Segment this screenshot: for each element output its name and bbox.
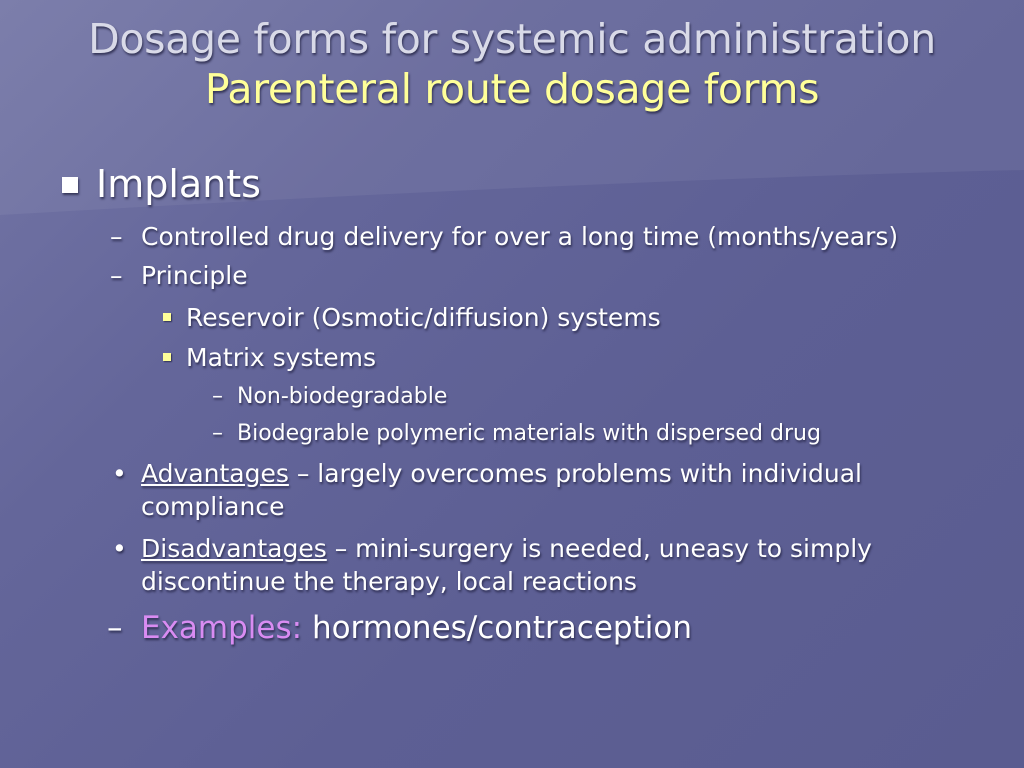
small-square-bullet-icon [163, 313, 171, 321]
dot-bullet: • [112, 459, 127, 488]
square-bullet-icon [62, 177, 78, 193]
dash-bullet: – [107, 610, 123, 646]
item-controlled-delivery: Controlled drug delivery for over a long time (months/years) [141, 222, 899, 251]
small-square-bullet-icon [163, 353, 171, 361]
title-line-1: Dosage forms for systemic administration [88, 15, 936, 63]
examples-line [141, 610, 692, 646]
slide-title [0, 14, 1024, 114]
subsubitem-biodegradable: Biodegrable polymeric materials with dispersed drug [237, 421, 821, 446]
heading-implants: Implants [96, 162, 261, 206]
dash-bullet: – [212, 421, 223, 446]
subitem-matrix: Matrix systems [186, 343, 377, 372]
dash-bullet: – [212, 384, 223, 409]
examples-text: hormones/contraception [302, 610, 692, 646]
advantages-label: Advantages [141, 459, 289, 488]
advantages-paragraph [141, 457, 901, 523]
subitem-reservoir: Reservoir (Osmotic/diffusion) systems [186, 303, 661, 332]
subsubitem-non-biodegradable: Non-biodegradable [237, 384, 448, 409]
dash-bullet: – [110, 261, 123, 290]
disadvantages-text: – mini-surgery is needed, uneasy to simply discontinue the therapy, local reactions [141, 534, 872, 596]
dot-bullet: • [112, 534, 127, 563]
title-line-2: Parenteral route dosage forms [204, 65, 820, 113]
item-principle: Principle [141, 261, 248, 290]
dash-bullet: – [110, 222, 123, 251]
advantages-text: – largely overcomes problems with individual compliance [141, 459, 862, 521]
examples-label: Examples: [141, 610, 303, 646]
disadvantages-paragraph [141, 532, 901, 598]
disadvantages-label: Disadvantages [141, 534, 327, 563]
